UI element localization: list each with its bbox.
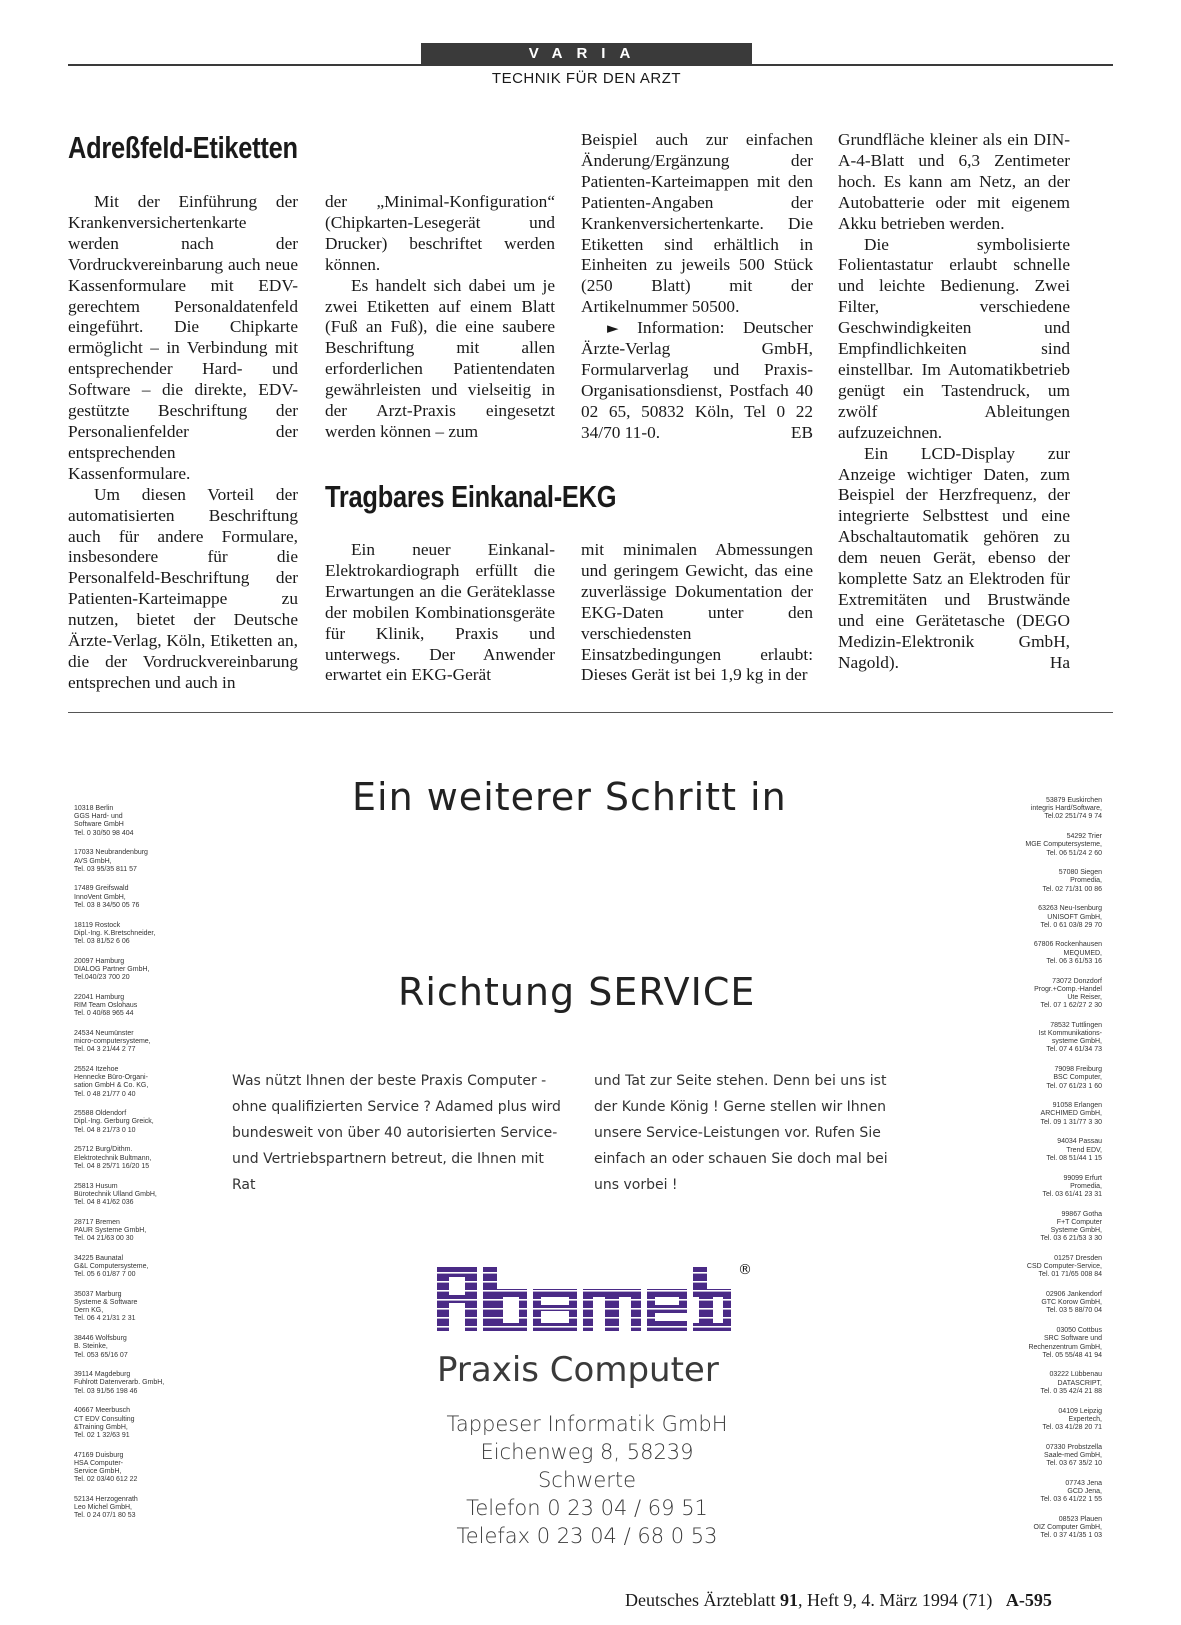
issue-info: , Heft 9, 4. März 1994 (71)	[797, 1590, 993, 1610]
dealer-line: Tel. 09 1 31/77 3 30	[1040, 1118, 1102, 1126]
dealer-line: Ute Reiser,	[1067, 993, 1102, 1001]
dealer-entry	[74, 1291, 184, 1324]
paragraph: Beispiel auch zur einfachen Änderung/Ergänzung der Patienten-Karteimappen mit den Patienten-Angaben der Krankenversichertenkarte. Die Etiketten sind erhältlich in Einheiten zu jeweils 500 Stück (250 Blatt) mit der Artikelnummer 50500.	[581, 130, 813, 317]
dealer-line: 38446 Wolfsburg	[74, 1335, 127, 1343]
section-label: VARIA	[421, 43, 752, 64]
dealer-line: Tel. 0 40/68 965 44	[74, 1010, 134, 1018]
dealer-line: Tel. 06 51/24 2 60	[1046, 849, 1102, 857]
dealer-line: 99099 Erfurt	[1063, 1174, 1102, 1182]
dealer-line: Tel. 08 51/44 1 15	[1046, 1154, 1102, 1162]
dealer-line: 34225 Baunatal	[74, 1254, 124, 1262]
article2-column-3	[581, 540, 813, 686]
dealer-line: 18119 Rostock	[74, 921, 121, 929]
dealer-line: Expertech,	[1068, 1415, 1102, 1423]
article-title-etiketten: Adreßfeld-Etiketten	[68, 130, 298, 165]
ad-body-right: und Tat zur Seite stehen. Denn bei uns ist der Kunde König ! Gerne stellen wir Ihnen unsere Service-Leistungen vor. Rufen Sie einfach an oder schauen Sie doch mal bei uns vorbei !	[594, 1073, 888, 1193]
article1-column-1	[68, 192, 298, 694]
dealer-line: 01257 Dresden	[1054, 1254, 1102, 1262]
dealer-line: 52134 Herzogenrath	[74, 1495, 138, 1503]
logo-cutout	[503, 1297, 519, 1323]
adamed-logo	[437, 1267, 731, 1331]
dealer-line: Systeme GmbH,	[1050, 1227, 1102, 1235]
logo-stripe	[437, 1326, 731, 1328]
dealer-line: Dern KG,	[74, 1307, 104, 1315]
dealer-line: Tel. 03 61/41 23 31	[1042, 1190, 1102, 1198]
journal-name: Deutsches Ärzteblatt	[625, 1590, 780, 1610]
dealer-entry	[990, 1138, 1102, 1163]
dealer-line: Ist Kommunikations-	[1038, 1030, 1102, 1038]
dealer-line: BSC Computer,	[1053, 1074, 1102, 1082]
dealer-line: 57080 Siegen	[1058, 869, 1102, 877]
dealer-line: 53879 Euskirchen	[1045, 797, 1102, 804]
dealer-line: Tel. 03 6 41/22 1 55	[1040, 1496, 1102, 1504]
dealer-line: Tel. 05 6 01/87 7 00	[74, 1271, 136, 1279]
dealer-line: GTC Korow GmbH,	[1041, 1299, 1102, 1307]
dealer-entry	[74, 1452, 184, 1485]
volume-number: 91	[779, 1590, 798, 1610]
dealer-line: 40667 Meerbusch	[74, 1407, 131, 1415]
dealer-line: 25524 Itzehoe	[74, 1065, 119, 1073]
paragraph: Grundfläche kleiner als ein DIN-A-4-Blatt und 6,3 Zentimeter hoch. Es kann am Netz, an der Autobatterie oder mit eigenem Akku betrieben werden.	[838, 130, 1070, 233]
dealer-entry	[990, 1291, 1102, 1316]
header-rule	[68, 64, 1113, 66]
dealer-line: integris Hard/Software,	[1030, 805, 1102, 813]
dealer-line: 35037 Marburg	[74, 1290, 122, 1298]
dealer-entry	[990, 1371, 1102, 1396]
dealer-line: Leo Michel GmbH,	[74, 1504, 132, 1512]
phone-number: Telefon 0 23 04 / 69 51	[466, 1496, 708, 1520]
info-paragraph	[581, 318, 813, 443]
paragraph: Die symbolisierte Folientastatur erlaubt schnelle und leichte Bedienung. Zwei Filter, verschiedene Geschwindigkeiten und Empfindlichkeiten sind einstellbar. Im Automatikbetrieb genügt ein Tastendruck, um zwölf Ableitungen aufzuzeichnen.	[838, 234, 1070, 442]
dealer-entry	[74, 849, 184, 874]
dealer-line: Systeme & Software	[74, 1299, 138, 1307]
dealer-entry	[990, 1066, 1102, 1091]
page-footer	[625, 1590, 1052, 1611]
dealer-line: G&L Computersysteme,	[74, 1262, 149, 1270]
dealer-line: DATASCRIPT,	[1057, 1379, 1102, 1387]
logo-stripe	[437, 1272, 731, 1274]
logo-cutout	[655, 1297, 679, 1305]
dealer-line: Tel. 03 5 88/70 04	[1046, 1307, 1102, 1315]
dealer-line: Tel. 03 8 34/50 05 76	[74, 901, 140, 909]
dealer-line: Elektrotechnik Bultmann,	[74, 1154, 152, 1162]
dealer-entry	[74, 1066, 184, 1099]
dealer-entry	[74, 1496, 184, 1521]
dealer-line: Tel. 03 91/56 198 46	[74, 1387, 138, 1395]
paragraph: Es handelt sich dabei um je zwei Etiketten auf einem Blatt (Fuß an Fuß), die eine saubere Beschriftung mit allen erforderlichen Patientendaten gewährleisten und vielseitig in der Arzt-Praxis eingesetzt werden können – zum	[325, 275, 555, 441]
dealer-line: InnoVent GmbH,	[74, 893, 126, 901]
dealer-line: 04109 Leipzig	[1058, 1407, 1102, 1415]
dealer-line: 78532 Tuttlingen	[1050, 1021, 1102, 1029]
logo-stripe	[437, 1317, 731, 1319]
dealer-line: 03050 Cottbus	[1056, 1327, 1102, 1335]
dealer-line: Bürotechnik Ulland GmbH,	[74, 1190, 157, 1198]
dealer-line: systeme GmbH,	[1051, 1038, 1102, 1046]
dealer-line: Dipl.-Ing. Gerburg Greick,	[74, 1118, 154, 1126]
paragraph	[838, 444, 1070, 674]
dealer-entry	[74, 1110, 184, 1135]
dealer-line: 07330 Probstzella	[1045, 1443, 1102, 1451]
dealer-line: AVS GmbH,	[74, 857, 112, 865]
dealer-line: Tel. 03 6 21/53 3 30	[1040, 1235, 1102, 1243]
author-signature: Ha	[1049, 652, 1070, 672]
article2-column-4	[838, 130, 1070, 674]
logo-cutout	[449, 1277, 465, 1295]
registered-mark: ®	[738, 1262, 752, 1278]
dealer-line: 73072 Donzdorf	[1052, 977, 1102, 985]
article-title-ekg: Tragbares Einkanal-EKG	[325, 479, 617, 514]
logo-cutout	[541, 1297, 569, 1305]
dealer-line: Trend EDV,	[1066, 1146, 1102, 1154]
dealer-line: Rechenzentrum GmbH,	[1028, 1343, 1102, 1351]
paragraph: Mit der Einführung der Krankenversichertenkarte werden nach der Vordruckvereinbarung auch neue Kassenformulare mit EDV-gerechtem Personaldatenfeld eingeführt. Die Chipkarte ermöglicht – in Verbindung mit entsprechender Hard- und Software – die direkte, EDV-gestützte Beschriftung der Personalienfelder der entsprechenden Kassenformulare.	[68, 192, 298, 483]
dealer-line: MEQUMED,	[1063, 949, 1102, 957]
logo-cutout	[693, 1297, 699, 1323]
logo-block	[583, 1289, 641, 1331]
dealer-entry	[990, 1211, 1102, 1244]
paragraph: Um diesen Vorteil der automatisierten Beschriftung auch für andere Formulare, insbesondere für die Personalfeld-Beschriftung der Patienten-Karteimappe zu nutzen, bietet der Deutsche Ärzte-Verlag, Köln, Etiketten an, die der Vordruckvereinbarung entsprechen und auch in	[68, 484, 298, 692]
ad-product-name: Praxis Computer	[437, 1350, 719, 1390]
dealer-line: CT EDV Consulting	[74, 1415, 135, 1423]
dealer-entry	[74, 885, 184, 910]
dealer-line: 54292 Trier	[1066, 833, 1102, 841]
dealer-line: Tel. 02 1 32/63 91	[74, 1431, 130, 1439]
dealer-line: UNISOFT GmbH,	[1047, 913, 1102, 921]
ad-body-left: Was nützt Ihnen der beste Praxis Computer - ohne qualifizierten Service ? Adamed plus wird bundesweit von über 40 autorisierten Service- und Vertriebspartnern betreut, die Ihnen mit Rat	[232, 1073, 561, 1193]
logo-cutout	[619, 1297, 631, 1331]
dealer-line: Tel. 04 8 25/71 16/20 15	[74, 1162, 150, 1170]
dealer-line: Fuhlrott Datenverarb. GmbH,	[74, 1379, 165, 1387]
dealer-line: RIM Team Oslohaus	[74, 1001, 138, 1009]
dealer-entry	[990, 1102, 1102, 1127]
dealer-line: 28717 Bremen	[74, 1218, 120, 1226]
dealer-line: Tel. 04 3 21/44 2 77	[74, 1046, 136, 1054]
dealer-line: 39114 Magdeburg	[74, 1371, 131, 1379]
dealer-entry	[74, 958, 184, 983]
dealer-line: 10318 Berlin	[74, 805, 114, 812]
dealer-line: ARCHIMED GmbH,	[1040, 1110, 1102, 1118]
dealer-entry	[74, 1371, 184, 1396]
dealer-line: Tel. 04 8 41/62 036	[74, 1198, 134, 1206]
dealer-line: Tel. 07 61/23 1 60	[1046, 1082, 1102, 1090]
dealer-line: Tel.02 251/74 9 74	[1044, 813, 1102, 821]
dealer-line: Promedia,	[1070, 877, 1102, 885]
dealer-entry	[990, 905, 1102, 930]
dealer-entry	[990, 1516, 1102, 1541]
dealer-line: PAUR Systeme GmbH,	[74, 1226, 147, 1234]
dealer-line: Tel. 01 71/65 008 84	[1038, 1271, 1102, 1279]
dealer-line: Tel. 03 95/35 811 57	[74, 865, 137, 873]
dealer-line: Tel. 06 3 61/53 16	[1046, 957, 1102, 965]
dealer-line: 67806 Rockenhausen	[1033, 941, 1102, 949]
dealer-entry	[74, 922, 184, 947]
dealer-entry	[74, 1183, 184, 1208]
dealer-line: OIZ Computer GmbH,	[1033, 1524, 1102, 1532]
dealer-line: micro-computersysteme,	[74, 1038, 151, 1046]
dealer-entry	[990, 978, 1102, 1011]
dealer-line: Tel. 05 55/48 41 94	[1042, 1351, 1102, 1359]
dealer-line: Tel. 0 24 07/1 80 53	[74, 1512, 136, 1520]
dealer-entry	[74, 1219, 184, 1244]
dealer-line: Software GmbH	[74, 821, 124, 829]
dealer-line: 24534 Neumünster	[74, 1029, 134, 1037]
dealer-line: 63263 Neu-Isenburg	[1038, 905, 1102, 913]
logo-cutout	[593, 1297, 605, 1331]
dealer-list-left	[74, 805, 184, 1532]
dealer-entry	[990, 1480, 1102, 1505]
dealer-entry	[74, 1407, 184, 1440]
dealer-line: Tel. 0 37 41/35 1 03	[1040, 1532, 1102, 1540]
dealer-line: Hennecke Büro-Organi-	[74, 1074, 148, 1082]
dealer-entry	[990, 869, 1102, 894]
dealer-entry	[990, 1175, 1102, 1200]
dealer-line: sation GmbH & Co. KG,	[74, 1082, 149, 1090]
dealer-line: Promedia,	[1070, 1182, 1102, 1190]
paragraph-text: Ein LCD-Display zur Anzeige wichtiger Daten, zum Beispiel der Herzfrequenz, der integrierte Selbsttest und eine Abschaltautomatik gehören zu dem neuen Gerät, ebenso der komplette Satz an Elektroden für Extremitäten und Brustwände und eine Gerätetasche (DEGO Medizin-Elektronik GmbH, Nagold).	[838, 443, 1070, 672]
dealer-line: 79098 Freiburg	[1054, 1066, 1102, 1074]
paragraph: der „Minimal-Konfiguration“ (Chipkarten-Lesegerät und Drucker) beschriftet werden können.	[325, 192, 555, 274]
fax-number: Telefax 0 23 04 / 68 0 53	[456, 1524, 718, 1548]
dealer-line: GGS Hard- und	[74, 813, 123, 821]
dealer-entry	[990, 833, 1102, 858]
dealer-entry	[74, 1030, 184, 1055]
dealer-line: Service GmbH,	[74, 1468, 122, 1476]
logo-block	[533, 1289, 577, 1331]
dealer-line: CSD Computer-Service,	[1026, 1263, 1102, 1271]
logo-stripe	[437, 1308, 731, 1310]
dealer-entry	[990, 941, 1102, 966]
section-divider	[68, 712, 1113, 713]
dealer-line: Tel. 02 71/31 00 86	[1042, 885, 1102, 893]
dealer-line: 22041 Hamburg	[74, 993, 125, 1001]
dealer-line: Tel. 07 4 61/34 73	[1046, 1046, 1102, 1054]
logo-stripe	[437, 1281, 731, 1283]
dealer-line: GCD Jena,	[1067, 1487, 1102, 1495]
logo-stripe	[437, 1299, 731, 1301]
dealer-line: Tel. 0 48 21/77 0 40	[74, 1090, 136, 1098]
dealer-line: Tel. 02 03/40 612 22	[74, 1476, 138, 1484]
ad-headline-2: Richtung SERVICE	[398, 970, 756, 1014]
info-text: Information: Deutscher Ärzte-Verlag GmbH, Formularverlag und Praxis-Organisationsdienst, Postfach 40 02 65, 50832 Köln, Tel 0 22 34/70 11-0.	[581, 318, 813, 442]
paragraph: mit minimalen Abmessungen und geringem Gewicht, das eine zuverlässige Dokumentation der EKG-Daten unter den verschiedensten Einsatzbedingungen erlaubt: Dieses Gerät ist bei 1,9 kg in der	[581, 540, 813, 685]
dealer-line: Dipl.-Ing. K.Bretschneider,	[74, 929, 156, 937]
dealer-line: SRC Software und	[1044, 1335, 1102, 1343]
dealer-entry	[990, 1022, 1102, 1055]
dealer-line: B. Steinke,	[74, 1343, 108, 1351]
dealer-line: 03222 Lübbenau	[1049, 1371, 1102, 1379]
dealer-line: 99867 Gotha	[1061, 1210, 1102, 1218]
dealer-line: 25588 Oldendorf	[74, 1110, 127, 1118]
dealer-line: Tel. 0 30/50 98 404	[74, 829, 134, 837]
article1-column-2	[325, 192, 555, 443]
dealer-line: Tel. 053 65/16 07	[74, 1351, 128, 1359]
dealer-entry	[74, 1335, 184, 1360]
page-number: A-595	[1005, 1590, 1052, 1610]
dealer-line: MGE Computersysteme,	[1025, 841, 1102, 849]
dealer-line: HSA Computer-	[74, 1459, 124, 1467]
dealer-entry	[990, 1327, 1102, 1360]
company-name: Tappeser Informatik GmbH	[446, 1412, 728, 1436]
dealer-line: 07743 Jena	[1065, 1479, 1102, 1487]
dealer-line: &Training GmbH,	[74, 1423, 128, 1431]
dealer-line: 91058 Erlangen	[1052, 1102, 1102, 1110]
logo-block	[647, 1289, 687, 1331]
dealer-line: 08523 Plauen	[1058, 1515, 1102, 1523]
dealer-line: F+T Computer	[1056, 1218, 1102, 1226]
dealer-line: Tel. 06 4 21/31 2 31	[74, 1315, 136, 1323]
triangle-marker-icon: ►	[607, 319, 619, 338]
dealer-line: 25813 Husum	[74, 1182, 118, 1190]
dealer-line: DIALOG Partner GmbH,	[74, 965, 150, 973]
dealer-entry	[990, 1444, 1102, 1469]
author-signature: EB	[790, 422, 813, 442]
dealer-line: Progr.+Comp.-Handel	[1034, 985, 1102, 993]
dealer-line: 17033 Neubrandenburg	[74, 849, 148, 857]
paragraph: Ein neuer Einkanal-Elektrokardiograph erfüllt die Erwartungen an die Geräteklasse der mobilen Kombinationsgeräte für Klinik, Praxis und unterwegs. Der Anwender erwartet ein EKG-Gerät	[325, 540, 555, 685]
dealer-line: 17489 Greifswald	[74, 885, 129, 893]
dealer-line: Tel. 03 41/28 20 71	[1042, 1423, 1102, 1431]
dealer-line: Tel.040/23 700 20	[74, 974, 130, 982]
logo-cutout	[713, 1297, 723, 1323]
dealer-line: Tel. 0 35 42/4 21 88	[1040, 1387, 1102, 1395]
dealer-line: Tel. 0 61 03/8 29 70	[1040, 921, 1102, 929]
article1-column-3	[581, 130, 813, 444]
logo-stripe	[437, 1290, 731, 1292]
dealer-line: Tel. 03 81/52 6 06	[74, 937, 130, 945]
adamed-logo-graphic	[437, 1267, 731, 1331]
dealer-line: Tel. 07 1 62/27 2 30	[1040, 1002, 1102, 1010]
dealer-entry	[990, 1255, 1102, 1280]
dealer-line: 02906 Jankendorf	[1045, 1291, 1102, 1299]
dealer-line: 94034 Passau	[1057, 1138, 1102, 1146]
dealer-entry	[74, 1146, 184, 1171]
dealer-entry	[74, 994, 184, 1019]
dealer-line: Tel. 03 67 35/2 10	[1046, 1460, 1102, 1468]
street-address: Eichenweg 8, 58239 Schwerte	[480, 1440, 694, 1492]
dealer-entry	[990, 1408, 1102, 1433]
dealer-line: Tel. 04 8 21/73 0 10	[74, 1126, 136, 1134]
dealer-entry	[74, 805, 184, 838]
section-subtitle: TECHNIK FÜR DEN ARZT	[491, 70, 682, 87]
dealer-list-right	[990, 797, 1102, 1552]
dealer-line: Tel. 04 21/63 00 30	[74, 1235, 134, 1243]
ad-headline-1: Ein weiterer Schritt in	[352, 775, 787, 819]
dealer-entry	[74, 1255, 184, 1280]
dealer-line: Saale-med GmbH,	[1044, 1451, 1102, 1459]
dealer-line: 47169 Duisburg	[74, 1451, 124, 1459]
dealer-line: 20097 Hamburg	[74, 957, 125, 965]
dealer-entry	[990, 797, 1102, 822]
dealer-line: 25712 Burg/Dithm.	[74, 1146, 133, 1154]
ad-address	[437, 1410, 737, 1550]
article2-column-2	[325, 540, 555, 686]
